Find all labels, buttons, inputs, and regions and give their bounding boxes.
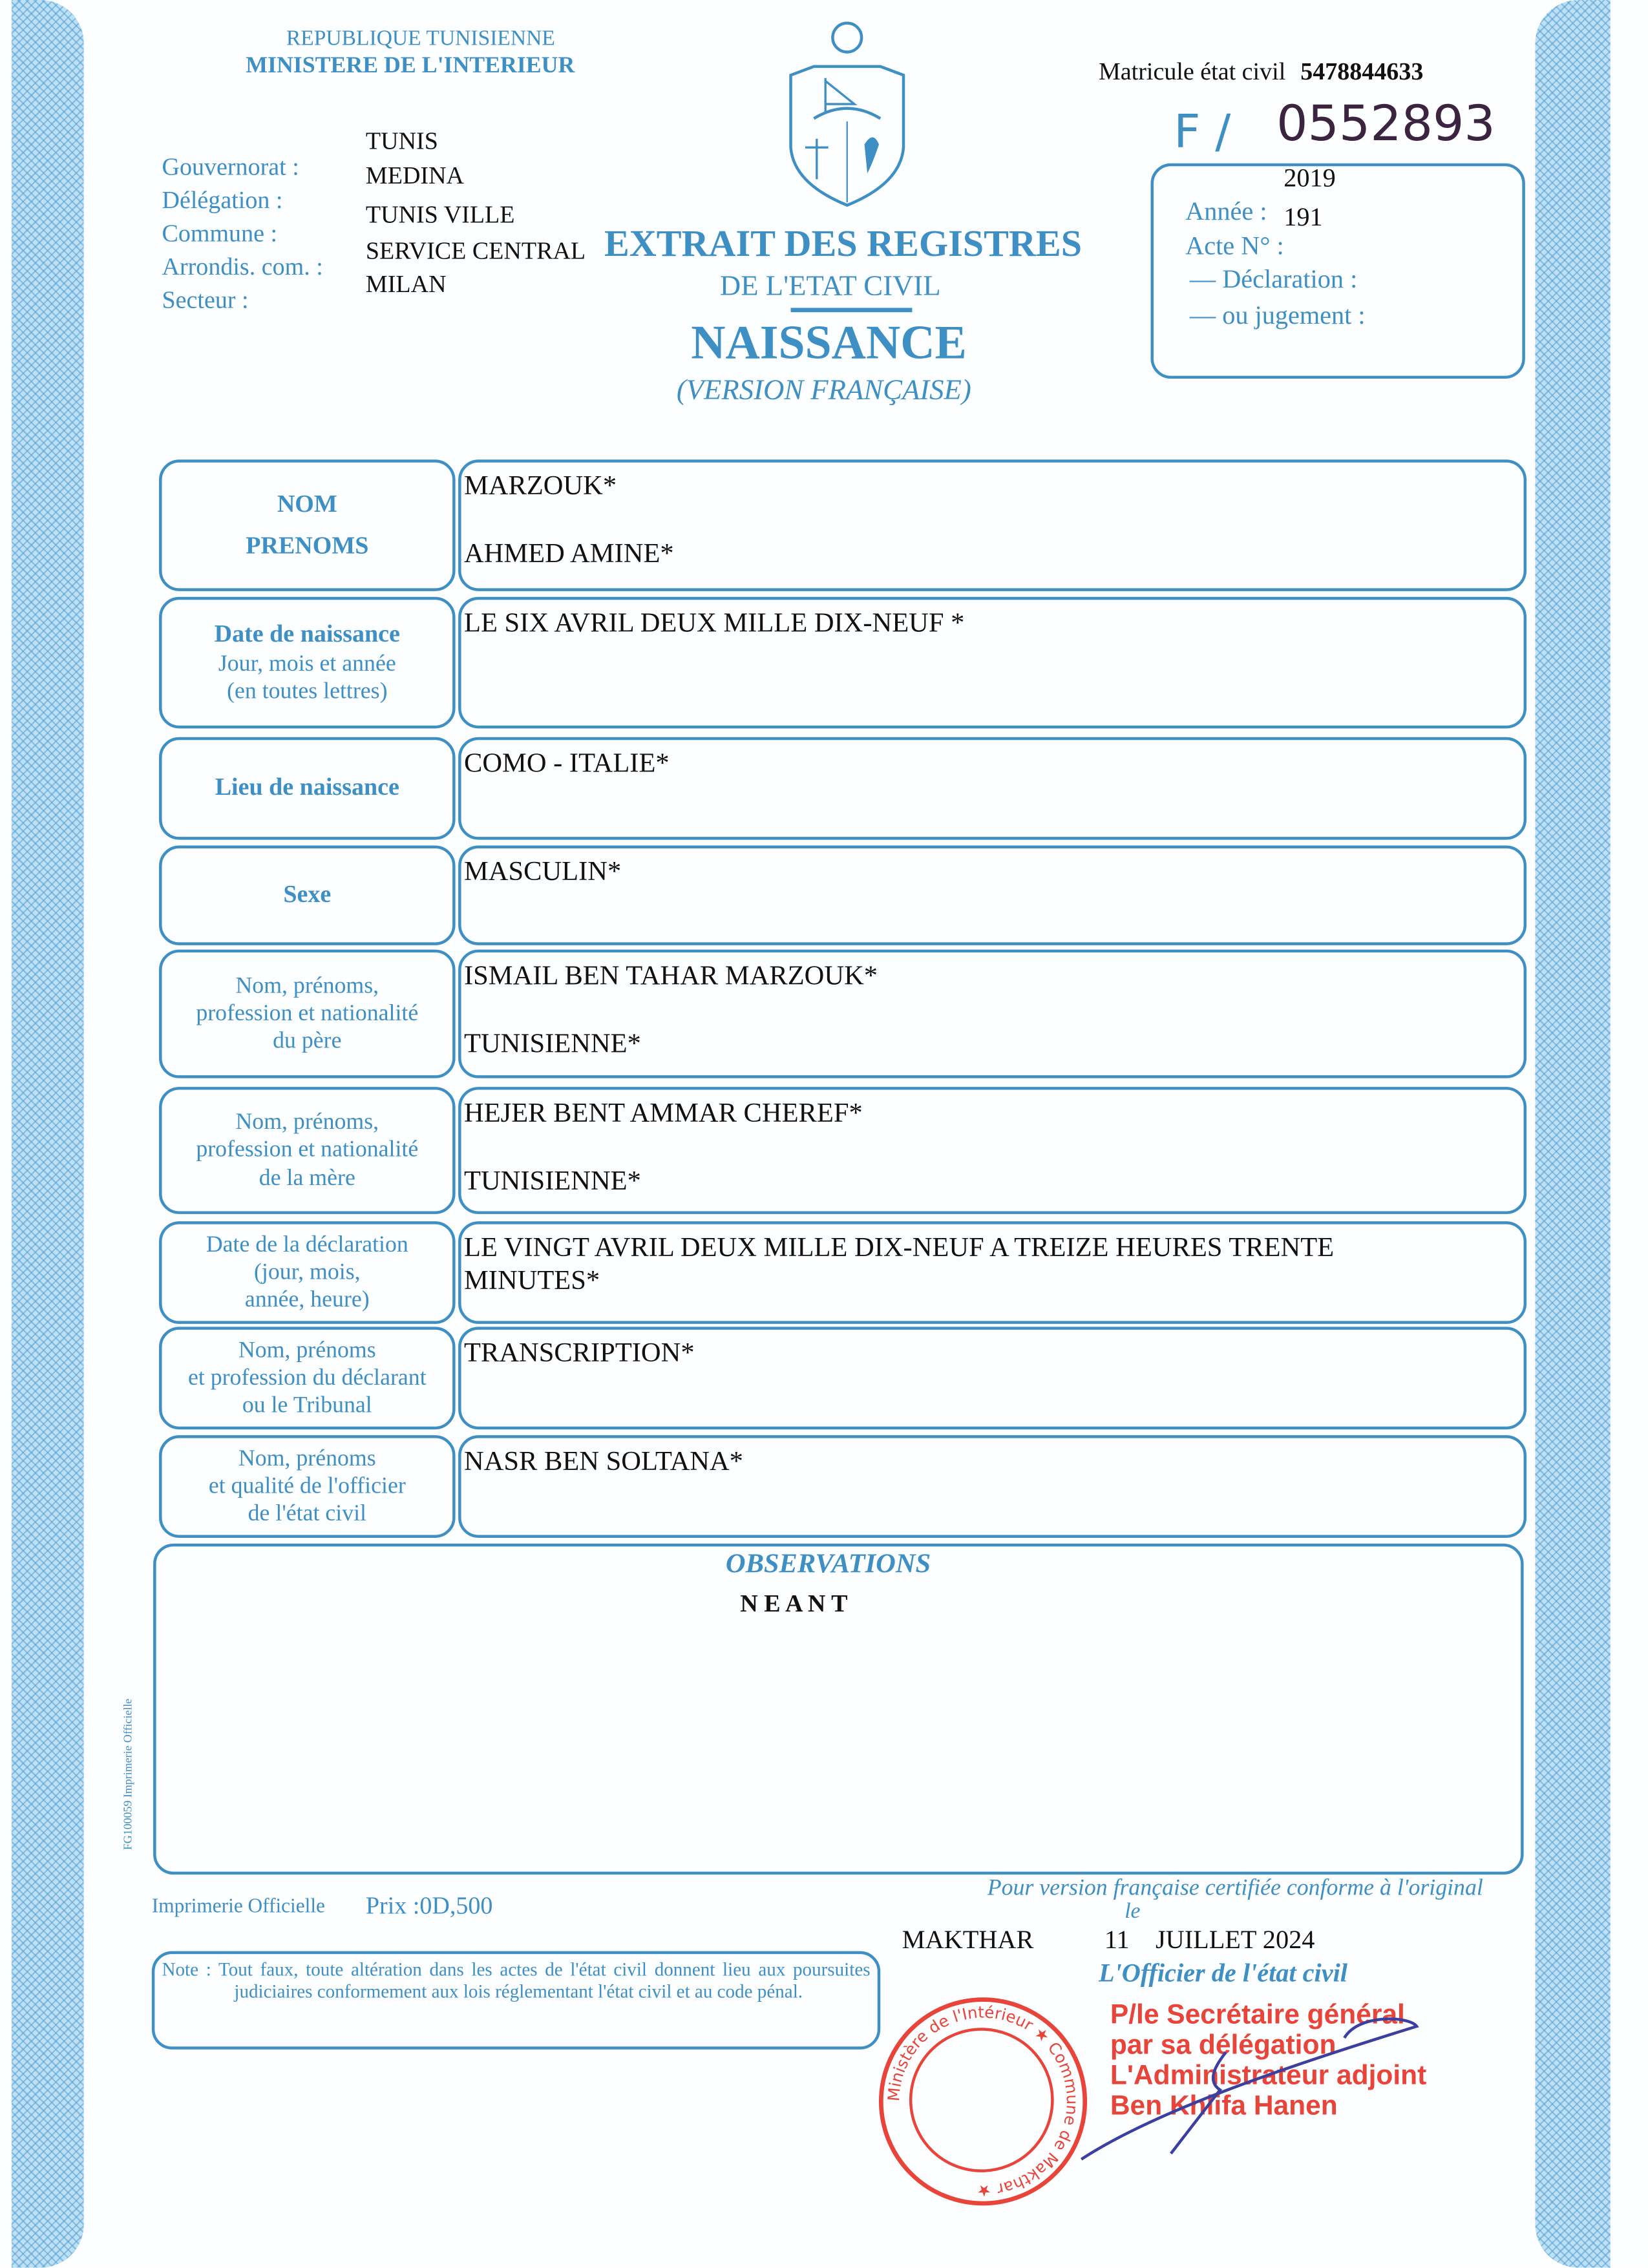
acte-box	[1150, 163, 1525, 379]
row-value-box	[458, 1435, 1527, 1538]
row-value: NASR BEN SOLTANA*	[464, 1447, 743, 1478]
row-value-box	[458, 459, 1527, 591]
row-value: COMO - ITALIE*	[464, 748, 670, 779]
row-label-box	[159, 950, 456, 1078]
row-label: (jour, mois,	[254, 1260, 361, 1285]
title-version: (VERSION FRANÇAISE)	[676, 374, 971, 406]
observations-value: N E A N T	[740, 1590, 848, 1617]
row-label-box	[159, 1221, 456, 1324]
gouvernorat-label: Gouvernorat :	[162, 153, 299, 181]
le-label: le	[1125, 1900, 1141, 1924]
gouvernorat-value: TUNIS	[365, 127, 438, 155]
stamp-line: L'Administrateur adjoint	[1110, 2061, 1427, 2092]
jugement-label: — ou jugement :	[1189, 300, 1366, 330]
row-label-box	[159, 1435, 456, 1538]
stamp-ring-text: Ministère de l'Intérieur ★ Commune de Makthar ★	[883, 2002, 1082, 2201]
stamp-line: Ben Khlifa Hanen	[1110, 2091, 1338, 2122]
observations-box	[153, 1544, 1523, 1874]
row-value-box	[458, 1327, 1527, 1429]
arrondissement-value: SERVICE CENTRAL	[365, 236, 586, 265]
row-value: MARZOUK*	[464, 471, 617, 502]
row-value: HEJER BENT AMMAR CHEREF*	[464, 1098, 863, 1129]
republic-label: REPUBLIQUE TUNISIENNE	[286, 27, 555, 51]
row-label: année, heure)	[244, 1288, 370, 1313]
signature	[1070, 2009, 1431, 2168]
row-label: Date de naissance	[214, 620, 400, 648]
row-label: Nom, prénoms,	[235, 1110, 379, 1135]
row-value-box	[458, 950, 1527, 1078]
observations-title: OBSERVATIONS	[725, 1549, 931, 1580]
delegation-value: MEDINA	[365, 162, 465, 190]
declaration-label: — Déclaration :	[1189, 264, 1358, 294]
matricule-value: 5478844633	[1300, 58, 1424, 85]
row-label: Jour, mois et année	[218, 651, 396, 676]
row-label: Date de la déclaration	[206, 1232, 408, 1257]
row-label: du père	[273, 1029, 342, 1054]
title-extrait: EXTRAIT DES REGISTRES	[604, 222, 1083, 265]
row-value: TRANSCRIPTION*	[464, 1338, 695, 1369]
price-label: Prix :0D,500	[365, 1891, 493, 1920]
row-value-box	[458, 1087, 1527, 1214]
commune-label: Commune :	[162, 219, 278, 247]
row-label: Sexe	[283, 880, 332, 908]
row-label-box	[159, 597, 456, 729]
serial-prefix: F /	[1174, 104, 1231, 160]
note-text: Note : Tout faux, toute altération dans les actes de l'état civil donnent lieu aux poursuites judiciaires conformement aux lois réglementant l'état civil et au code pénal.	[162, 1958, 871, 2002]
row-label: PRENOMS	[246, 531, 369, 559]
svg-text:Ministère de l'Intérieur ★ Com	[884, 2002, 1082, 2200]
row-label: Nom, prénoms,	[235, 973, 379, 998]
secteur-value: MILAN	[365, 270, 447, 298]
place-value: MAKTHAR	[902, 1925, 1034, 1955]
title-divider	[791, 308, 913, 312]
row-label-box	[159, 737, 456, 840]
serial-number: 0552893	[1276, 95, 1495, 154]
row-value: AHMED AMINE*	[464, 539, 674, 570]
row-label-box	[159, 1327, 456, 1429]
row-label: (en toutes lettres)	[227, 678, 388, 704]
acte-number-value: 191	[1284, 202, 1323, 231]
row-value-box	[458, 846, 1527, 945]
row-label: et qualité de l'officier	[208, 1474, 406, 1499]
row-label: Nom, prénoms	[238, 1338, 376, 1363]
stamp-line: P/le Secrétaire général	[1110, 2000, 1405, 2031]
row-label-box	[159, 846, 456, 945]
row-label-box	[159, 459, 456, 591]
certified-text: Pour version française certifiée conforme à l'original	[987, 1876, 1483, 1901]
security-border-left	[12, 0, 84, 2268]
row-label: de l'état civil	[248, 1502, 366, 1527]
matricule-label: Matricule état civil	[1098, 58, 1286, 85]
arrondissement-label: Arrondis. com. :	[162, 253, 323, 280]
ministry-label: MINISTERE DE L'INTERIEUR	[246, 53, 575, 78]
row-label: Nom, prénoms	[238, 1446, 376, 1471]
security-border-right	[1535, 0, 1610, 2268]
row-label: profession et nationalité	[196, 1138, 419, 1163]
acte-label: Acte N° :	[1185, 231, 1284, 260]
official-stamp	[879, 1997, 1087, 2205]
row-value: MINUTES*	[464, 1266, 600, 1297]
row-value: LE VINGT AVRIL DEUX MILLE DIX-NEUF A TREIZE HEURES TRENTE	[464, 1232, 1335, 1263]
row-value: LE SIX AVRIL DEUX MILLE DIX-NEUF *	[464, 608, 965, 639]
side-print-code: FG100059 Imprimerie Officielle	[121, 1698, 135, 1851]
row-label: NOM	[277, 490, 337, 518]
row-label-box	[159, 1087, 456, 1214]
row-value-box	[458, 1221, 1527, 1324]
row-value: ISMAIL BEN TAHAR MARZOUK*	[464, 961, 878, 992]
row-label: ou le Tribunal	[242, 1393, 372, 1418]
row-value-box	[458, 737, 1527, 840]
printer-label: Imprimerie Officielle	[151, 1896, 325, 1918]
annee-label: Année :	[1185, 196, 1267, 226]
row-value: MASCULIN*	[464, 857, 622, 888]
row-label: de la mère	[259, 1166, 355, 1191]
year-value: 2019	[1284, 163, 1336, 193]
row-label: et profession du déclarant	[187, 1365, 427, 1391]
row-value: TUNISIENNE*	[464, 1166, 641, 1197]
row-label: Lieu de naissance	[215, 773, 399, 801]
officer-title: L'Officier de l'état civil	[1098, 1958, 1347, 1988]
secteur-label: Secteur :	[162, 286, 249, 314]
date-value: 11 JUILLET 2024	[1104, 1925, 1315, 1955]
commune-value: TUNIS VILLE	[365, 200, 515, 229]
title-naissance: NAISSANCE	[691, 318, 967, 370]
note-box	[152, 1951, 880, 2050]
matricule	[1099, 58, 1423, 87]
row-value: TUNISIENNE*	[464, 1029, 641, 1060]
coat-of-arms-emblem	[785, 17, 913, 208]
row-label: profession et nationalité	[196, 1001, 419, 1026]
row-value-box	[458, 597, 1527, 729]
title-etat-civil: DE L'ETAT CIVIL	[719, 270, 941, 302]
stamp-line: par sa délégation	[1110, 2030, 1336, 2061]
delegation-label: Délégation :	[162, 186, 283, 215]
